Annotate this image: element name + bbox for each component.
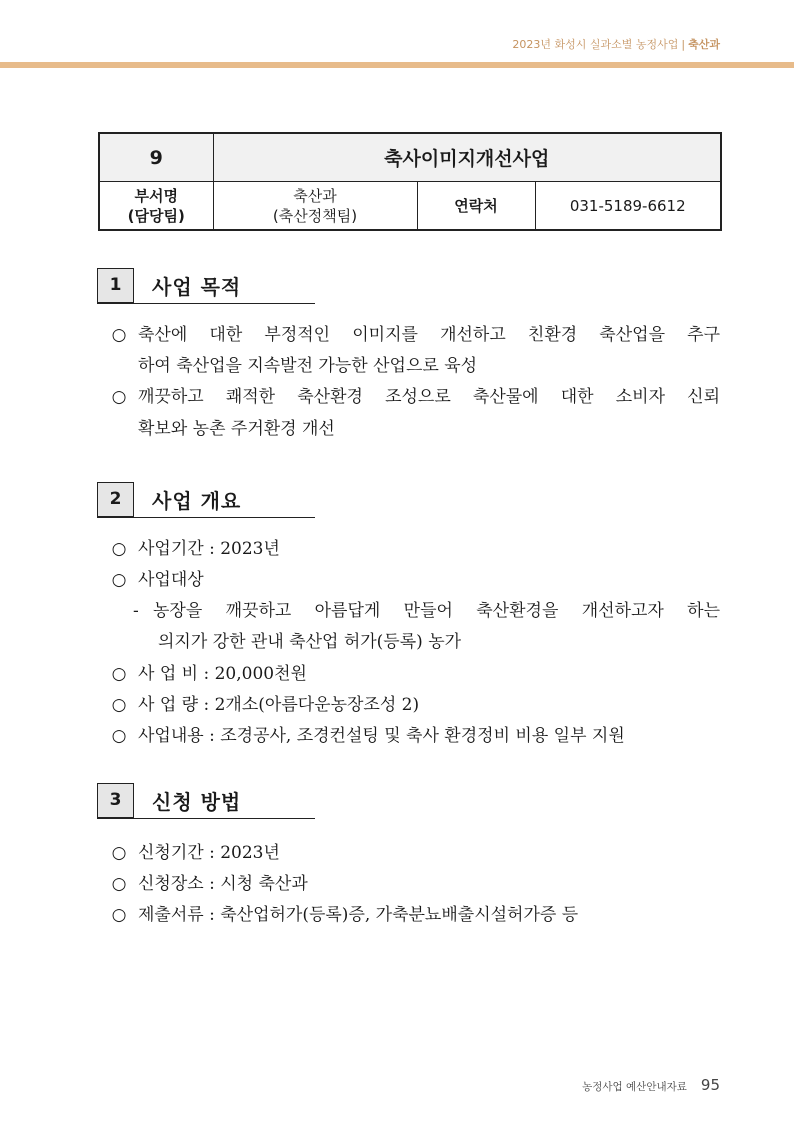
circle-bullet-icon: ○ [111, 905, 127, 925]
dept-value-cell [213, 182, 417, 231]
circle-bullet-icon: ○ [111, 570, 127, 590]
overview-content-text: 사업내용 : 조경공사, 조경컨설팅 및 축사 환경정비 비용 일부 지원 [138, 726, 625, 746]
circle-bullet-icon: ○ [111, 325, 127, 345]
section-3-title: 신청 방법 [152, 790, 242, 814]
header-separator: | [681, 38, 686, 51]
apply-documents-text: 제출서류 : 축산업허가(등록)증, 가축분뇨배출시설허가증 등 [138, 905, 579, 925]
section-3-number: 3 [97, 783, 134, 818]
project-title: 축사이미지개선사업 [213, 133, 721, 182]
circle-bullet-icon: ○ [111, 539, 127, 559]
page-number: 95 [700, 1076, 720, 1094]
section-1-heading [97, 268, 315, 304]
dept-label-line1: 부서명 [134, 186, 178, 205]
dash-bullet: - [133, 601, 139, 621]
header-doc-title: 2023년 화성시 실과소별 농정사업 [512, 38, 679, 51]
footer-text: 농정사업 예산안내자료 [582, 1081, 687, 1093]
overview-budget-text: 사 업 비 : 20,000천원 [138, 664, 307, 684]
circle-bullet-icon: ○ [111, 843, 127, 863]
details-row [99, 182, 721, 231]
circle-bullet-icon: ○ [111, 726, 127, 746]
page-footer [582, 1075, 720, 1094]
section-2-number: 2 [97, 482, 134, 517]
circle-bullet-icon: ○ [111, 664, 127, 684]
circle-bullet-icon: ○ [111, 695, 127, 715]
contact-value: 031-5189-6612 [535, 182, 721, 231]
purpose-item-2-line1: 깨끗하고 쾌적한 축산환경 조성으로 축산물에 대한 소비자 신뢰 [138, 387, 720, 407]
contact-label: 연락처 [417, 182, 535, 231]
dept-value-line2: (축산정책팀) [272, 206, 358, 225]
section-1-title: 사업 목적 [152, 275, 242, 299]
dept-value-line1: 축산과 [293, 186, 337, 205]
overview-target-detail-line2: 의지가 강한 관내 축산업 허가(등록) 농가 [158, 632, 462, 652]
dept-label-line2: (담당팀) [127, 206, 185, 225]
circle-bullet-icon: ○ [111, 387, 127, 407]
apply-place-text: 신청장소 : 시청 축산과 [138, 874, 308, 894]
header-department: 축산과 [688, 38, 720, 51]
overview-quantity-text: 사 업 량 : 2개소(아름다운농장조성 2) [138, 695, 420, 715]
overview-period-text: 사업기간 : 2023년 [138, 539, 280, 559]
purpose-item-1-line1: 축산에 대한 부정적인 이미지를 개선하고 친환경 축산업을 추구 [138, 325, 720, 345]
overview-target-detail-line1: 농장을 깨끗하고 아름답게 만들어 축산환경을 개선하고자 하는 [153, 601, 720, 621]
purpose-item-2-line2: 확보와 농촌 주거환경 개선 [138, 419, 335, 439]
section-3-heading [97, 783, 315, 819]
title-row [99, 133, 721, 182]
page-header [512, 36, 720, 52]
overview-target-text: 사업대상 [138, 570, 204, 590]
dept-label-cell [99, 182, 213, 231]
project-info-table [98, 132, 722, 231]
section-1-number: 1 [97, 268, 134, 303]
project-number: 9 [99, 133, 213, 182]
apply-period-text: 신청기간 : 2023년 [138, 843, 280, 863]
circle-bullet-icon: ○ [111, 874, 127, 894]
section-2-heading [97, 482, 315, 518]
section-2-title: 사업 개요 [152, 489, 242, 513]
purpose-item-1-line2: 하여 축산업을 지속발전 가능한 산업으로 육성 [138, 356, 478, 376]
header-accent-bar [0, 62, 794, 68]
